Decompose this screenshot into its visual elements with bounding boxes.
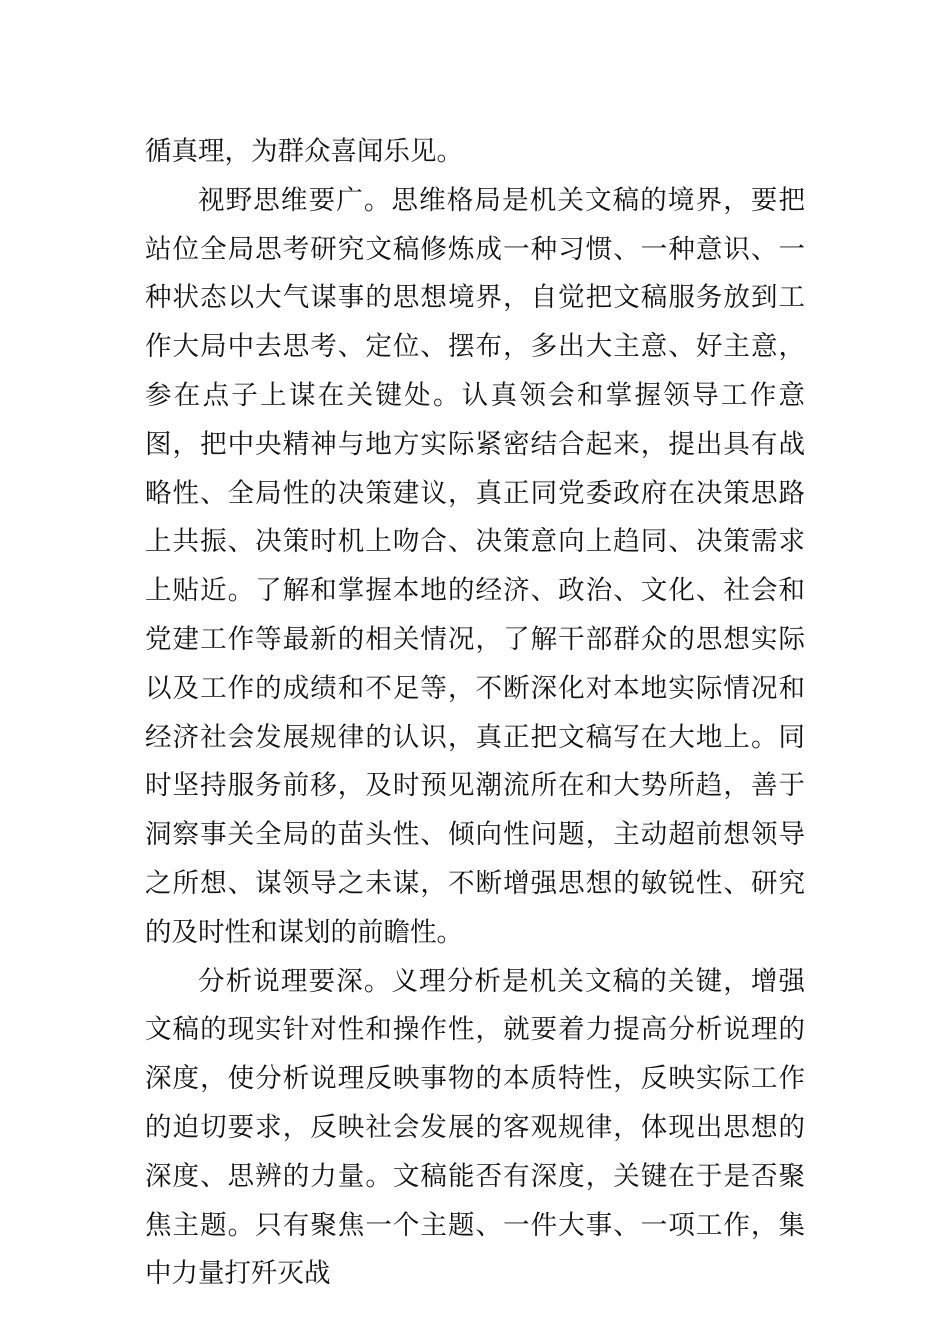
document-body <box>145 128 805 1299</box>
paragraph-analysis-reasoning: 分析说理要深。义理分析是机关文稿的关键，增强文稿的现实针对性和操作性，就要着力提高分析说理的深度，使分析说理反映事物的本质特性，反映实际工作的迫切要求，反映社会发展的客观规律，体现出思想的深度、思辨的力量。文稿能否有深度，关键在于是否聚焦主题。只有聚焦一个主题、一件大事、一项工作，集中力量打歼灭战 <box>145 965 805 1290</box>
paragraph-continuation: 循真理，为群众喜闻乐见。 <box>145 136 463 167</box>
paragraph-vision-thinking: 视野思维要广。思维格局是机关文稿的境界，要把站位全局思考研究文稿修炼成一种习惯、一种意识、一种状态以大气谋事的思想境界，自觉把文稿服务放到工作大局中去思考、定位、摆布，多出大主意、好主意，参在点子上谋在关键处。认真领会和掌握领导工作意图，把中央精神与地方实际紧密结合起来，提出具有战略性、全局性的决策建议，真正同党委政府在决策思路上共振、决策时机上吻合、决策意向上趋同、决策需求上贴近。了解和掌握本地的经济、政治、文化、社会和党建工作等最新的相关情况，了解干部群众的思想实际以及工作的成绩和不足等，不断深化对本地实际情况和经济社会发展规律的认识，真正把文稿写在大地上。同时坚持服务前移，及时预见潮流所在和大势所趋，善于洞察事关全局的苗头性、倾向性问题，主动超前想领导之所想、谋领导之未谋，不断增强思想的敏锐性、研究的及时性和谋划的前瞻性。 <box>145 184 805 948</box>
